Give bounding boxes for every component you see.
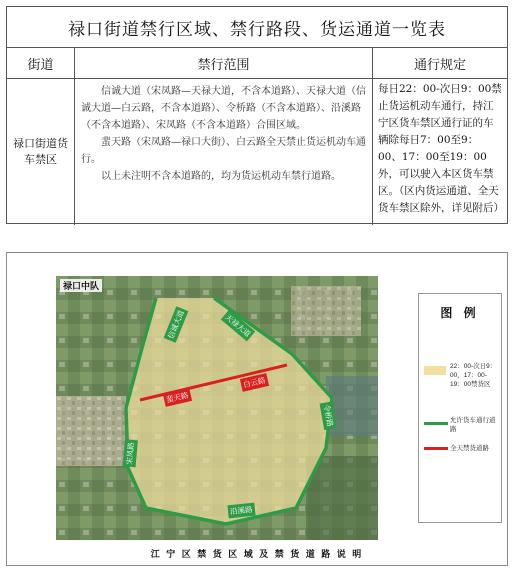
legend-swatch-zone (424, 366, 446, 375)
cell-rules: 每日22：00-次日9：00禁止货运机动车通行，持江宁区货车禁区通行证的车辆除每日7：00至9：00、17：00至19：00外，可以驶入本区货车禁区。（区内货运通道、全天货车禁区除外，详见附后） (378, 83, 504, 214)
road-label-songfeng: 宋凤路 (123, 440, 138, 468)
map-legend (418, 293, 502, 523)
map-panel (6, 252, 508, 566)
legend-title: 图 例 (440, 306, 480, 320)
header-street: 街道 (7, 48, 75, 78)
road-label-baiyun: 白云路 (240, 373, 269, 392)
legend-label-zone: 22：00-次日9：00，17：00-19：00禁货区 (450, 363, 497, 388)
range-paragraph-3: 以上未注明不含本道路的，均为货运机动车禁行道路。 (101, 171, 341, 182)
road-label-yanxi: 沿溪路 (227, 503, 255, 519)
range-paragraph-1: 信诚大道（宋凤路—天禄大道，不含本道路）、天禄大道（信诚大道—白云路，不含本道路）、令桥路（不含本道路）、沿溪路（不含本道路）、宋凤路（不含本道路）合围区域。 (81, 86, 366, 131)
road-label-lingqiao: 令桥路 (320, 401, 337, 429)
header-rules: 通行规定 (413, 57, 466, 73)
legend-label-red: 全天禁货道路 (450, 445, 489, 452)
legend-label-green: 允许货车通行道路 (450, 417, 496, 433)
legend-swatch-green (424, 422, 448, 425)
legend-swatch-red (424, 447, 448, 450)
road-label-feitian: 蜚天路 (163, 388, 192, 407)
satellite-map (56, 276, 378, 540)
cell-range (75, 79, 373, 225)
table-header-row (7, 48, 507, 79)
road-label-xincheng: 信诚大道 (164, 306, 189, 342)
restriction-table (6, 6, 508, 224)
map-tag: 禄口中队 (60, 279, 102, 292)
road-label-tianlu: 天禄大道 (221, 310, 255, 342)
table-row (7, 79, 507, 225)
cell-street: 禄口街道货车禁区 (7, 79, 75, 225)
header-range: 禁行范围 (75, 48, 373, 78)
range-paragraph-2: 蜚天路（宋凤路—禄口大街）、白云路全天禁止货运机动车通行。 (81, 137, 366, 165)
map-caption: 江 宁 区 禁 货 区 域 及 禁 货 道 路 说 明 (150, 549, 364, 559)
table-title: 禄口街道禁行区域、禁行路段、货运通道一览表 (7, 7, 507, 48)
